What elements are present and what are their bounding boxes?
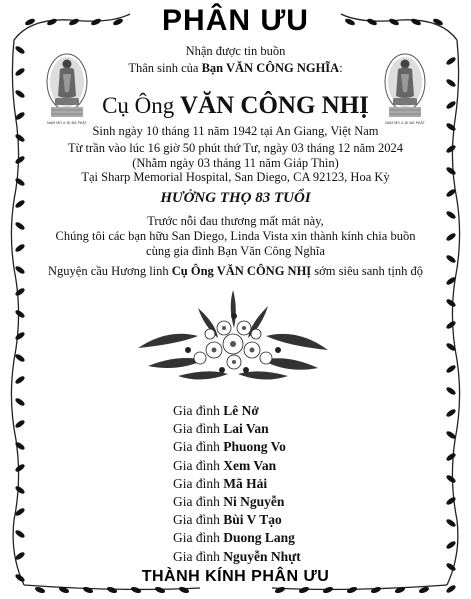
- family-prefix: Gia đình: [173, 548, 224, 564]
- family-name: Ni Nguyễn: [223, 494, 285, 510]
- family-prefix: Gia đình: [173, 457, 224, 473]
- family-list-item: [173, 457, 393, 475]
- closing-text: THÀNH KÍNH PHÂN ƯU: [141, 568, 330, 585]
- family-prefix: Gia đình: [173, 512, 224, 528]
- buddha-caption: NAM MÔ A DI ĐÀ PHẬT: [385, 121, 425, 125]
- place-line: Tại Sharp Memorial Hospital, San Diego, CA 92123, Hoa Kỳ: [81, 170, 390, 184]
- prayer-prefix: Nguyện cầu Hương linh: [48, 264, 172, 278]
- buddha-caption: NAM MÔ A DI ĐÀ PHẬT: [47, 121, 87, 125]
- death-line: Từ trần vào lúc 16 giờ 50 phút thứ Tư, ngày 03 tháng 12 năm 2024: [68, 141, 403, 155]
- lunar-date-line: (Nhằm ngày 03 tháng 11 năm Giáp Thìn): [132, 156, 339, 170]
- intro-relation: [0, 61, 471, 75]
- prayer-suffix: sớm siêu sanh tịnh độ: [311, 264, 423, 278]
- family-list-item: [173, 438, 393, 456]
- deceased-prefix: Cụ Ông: [102, 93, 181, 118]
- page-title: PHÂN ƯU: [162, 4, 309, 37]
- family-list-item: [173, 511, 393, 529]
- family-name: Nguyễn Nhựt: [223, 548, 301, 564]
- family-list-item: [173, 548, 393, 566]
- flower-bouquet-icon: [138, 288, 328, 388]
- family-prefix: Gia đình: [173, 403, 224, 418]
- family-list-item: [173, 493, 393, 511]
- family-list: [173, 402, 393, 566]
- prayer-name: Cụ Ông VĂN CÔNG NHỊ: [171, 264, 312, 278]
- family-list-item: [173, 475, 393, 493]
- intro-relation-prefix: Thân sinh của: [128, 61, 202, 75]
- intro-line: Nhận được tin buồn: [185, 44, 286, 58]
- family-name: Lê Nở: [223, 403, 259, 418]
- family-name: Bùi V Tạo: [223, 512, 282, 528]
- family-name: Lai Van: [223, 421, 269, 437]
- prayer-line: [0, 264, 471, 278]
- intro-relation-name: Bạn VĂN CÔNG NGHĨA: [201, 61, 340, 75]
- family-list-item: [173, 529, 393, 547]
- age-heading: HƯỞNG THỌ 83 TUỔI: [160, 190, 311, 206]
- family-name: Duong Lang: [223, 530, 295, 546]
- family-name: Xem Van: [223, 457, 277, 473]
- intro-relation-suffix: :: [339, 61, 343, 75]
- condolence-line-1: Trước nỗi đau thương mất mát này,: [147, 214, 324, 228]
- family-prefix: Gia đình: [173, 530, 224, 546]
- condolence-line-2: Chúng tôi các bạn hữu San Diego, Linda Vista xin thành kính chia buồn: [55, 229, 416, 243]
- birth-line: Sinh ngày 10 tháng 11 năm 1942 tại An Giang, Việt Nam: [92, 124, 379, 138]
- family-name: Mã Hải: [223, 475, 268, 491]
- deceased-name: [0, 92, 471, 120]
- deceased-fullname: VĂN CÔNG NHỊ: [180, 92, 369, 119]
- family-list-item: [173, 402, 393, 420]
- condolence-line-3: cùng gia đình Bạn Văn Công Nghĩa: [146, 244, 325, 258]
- family-prefix: Gia đình: [173, 475, 224, 491]
- family-prefix: Gia đình: [173, 494, 224, 510]
- family-prefix: Gia đình: [173, 439, 224, 455]
- family-name: Phuong Vo: [223, 439, 286, 455]
- family-list-item: [173, 420, 393, 438]
- family-prefix: Gia đình: [173, 421, 224, 437]
